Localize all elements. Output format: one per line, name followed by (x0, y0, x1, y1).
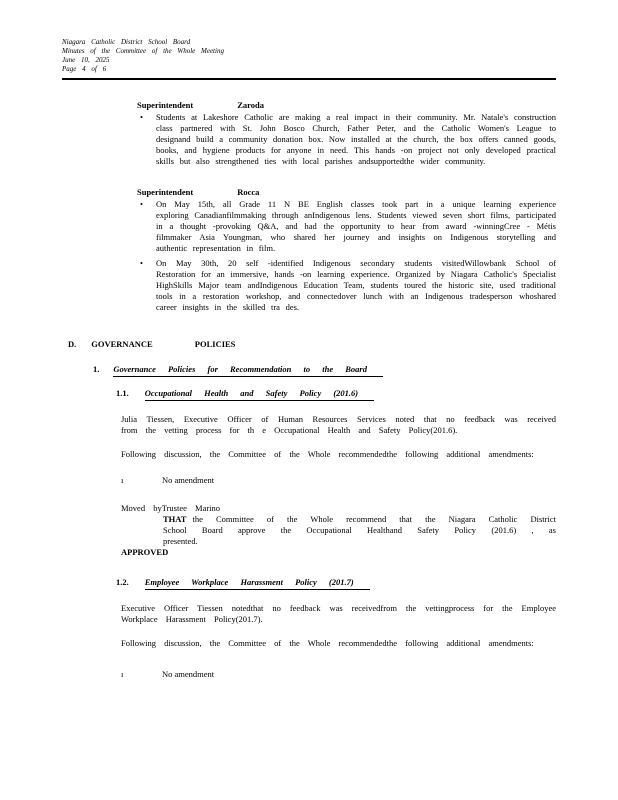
policy-intro-paragraph: Julia Tiessen, Executive Officer of Human Resources Services noted that no feedback was received from the vetting process for th e Occupational Health and Safety Policy(201.6). (121, 414, 556, 435)
policy-following-paragraph: Following discussion, the Committee of the Whole recommendedthe following additional amendments: (121, 449, 534, 459)
list-item (137, 199, 556, 254)
policy-title: Employee Workplace Harassment Policy (201.7) (145, 577, 370, 590)
report-name: Zaroda (237, 100, 264, 110)
policy-1-1-heading (116, 388, 556, 401)
policy-number: 1.1. (116, 388, 129, 398)
list-item (137, 258, 556, 313)
header-board-name: Niagara Catholic District School Board (62, 38, 191, 46)
section-letter: D. (68, 339, 77, 349)
page-header (62, 38, 556, 80)
header-meeting-title: Minutes of the Committee of the Whole Meeting (62, 47, 224, 55)
motion-result: APPROVED (121, 547, 169, 557)
report-bullet-list (137, 199, 556, 313)
policy-1-2-body (121, 603, 556, 680)
bullet-icon: • (140, 199, 143, 209)
subsection-1-heading (93, 364, 556, 377)
bullet-text: Students at Lakeshore Catholic are making a real impact in their community. Mr. Natale's construction class partnered with St. John Bosco Church, Father Peter, and the Catholic Women's League to designand build a community donation box. Now installed at the church, the box offers canned goods, books, and hygiene products for anyone in need. This hands -on project not only developed practical skills but also strengthened ties with local parishes andsupportedthe wider community. (156, 112, 556, 166)
motion-paragraph (163, 514, 556, 547)
bullet-icon: • (140, 258, 143, 268)
report-name: Rocca (237, 187, 260, 197)
policy-number: 1.2. (116, 577, 129, 587)
amendment-item (121, 669, 556, 680)
header-page-number: Page 4 of 6 (62, 65, 107, 73)
report-rocca (137, 187, 556, 313)
section-title: GOVERNANCE POLICIES (91, 339, 236, 349)
amendment-text: No amendment (162, 669, 215, 679)
report-bullet-list (137, 112, 556, 167)
report-zaroda (137, 100, 556, 167)
report-role-label: Superintendent (137, 100, 194, 110)
policy-following-paragraph: Following discussion, the Committee of the Whole recommendedthe following additional amendments: (121, 638, 534, 648)
list-item (137, 112, 556, 167)
policy-1-1-body (121, 414, 556, 558)
bullet-text: On May 30th, 20 self -identified Indigenous secondary students visitedWillowbank School of Restoration for an immersive, hands -on learning experience. Organized by Niagara Catholic's Specialist HighSkills Major team andIndigenous Education Team, students toured the historic site, used traditional tools in a restoration workshop, and connectedover lunch with an Indigenous tradesperson whoshared career insights in the skilled tra des. (156, 258, 556, 312)
policy-intro-paragraph: Executive Officer Tiessen notedthat no feedback was receivedfrom the vettingprocess for the Employee Workplace Harassment Policy(201.7). (121, 603, 556, 624)
superintendent-reports (137, 100, 556, 313)
report-heading-zaroda (137, 100, 556, 111)
amendment-bullet-icon: ı (121, 475, 124, 485)
report-heading-rocca (137, 187, 556, 198)
header-meeting-date: June 10, 2025 (62, 56, 110, 64)
bullet-text: On May 15th, all Grade 11 N BE English classes took part in a unique learning experience exploring Canadianfilmmaking through anIndigenous lens. Students viewed seven short films, participated in a thought -provoking Q&A, and had the opportunity to hear from award -winningCree - Métis filmmaker Asia Youngman, who shared her journey and insights on Indigenous storytelling and authentic representation in film. (156, 199, 556, 253)
amendment-text: No amendment (162, 475, 215, 485)
motion-body: the Committee of the Whole recommend that the Niagara Catholic District School Board approve the Occupational Healthand Safety Policy (201.6) , as presented. (163, 514, 556, 546)
subsection-title: Governance Policies for Recommendation to the Board (113, 364, 383, 377)
section-d-heading (68, 339, 556, 350)
governance-policies-section (62, 339, 556, 680)
amendment-item (121, 475, 556, 486)
moved-by-line: Moved byTrustee Marino (121, 503, 221, 513)
motion-lead: THAT (163, 514, 187, 524)
bullet-icon: • (140, 112, 143, 122)
policy-title: Occupational Health and Safety Policy (201.6) (145, 388, 374, 401)
subsection-number: 1. (93, 364, 100, 374)
amendment-bullet-icon: ı (121, 669, 124, 679)
report-role-label: Superintendent (137, 187, 194, 197)
policy-1-2-heading (116, 577, 556, 590)
